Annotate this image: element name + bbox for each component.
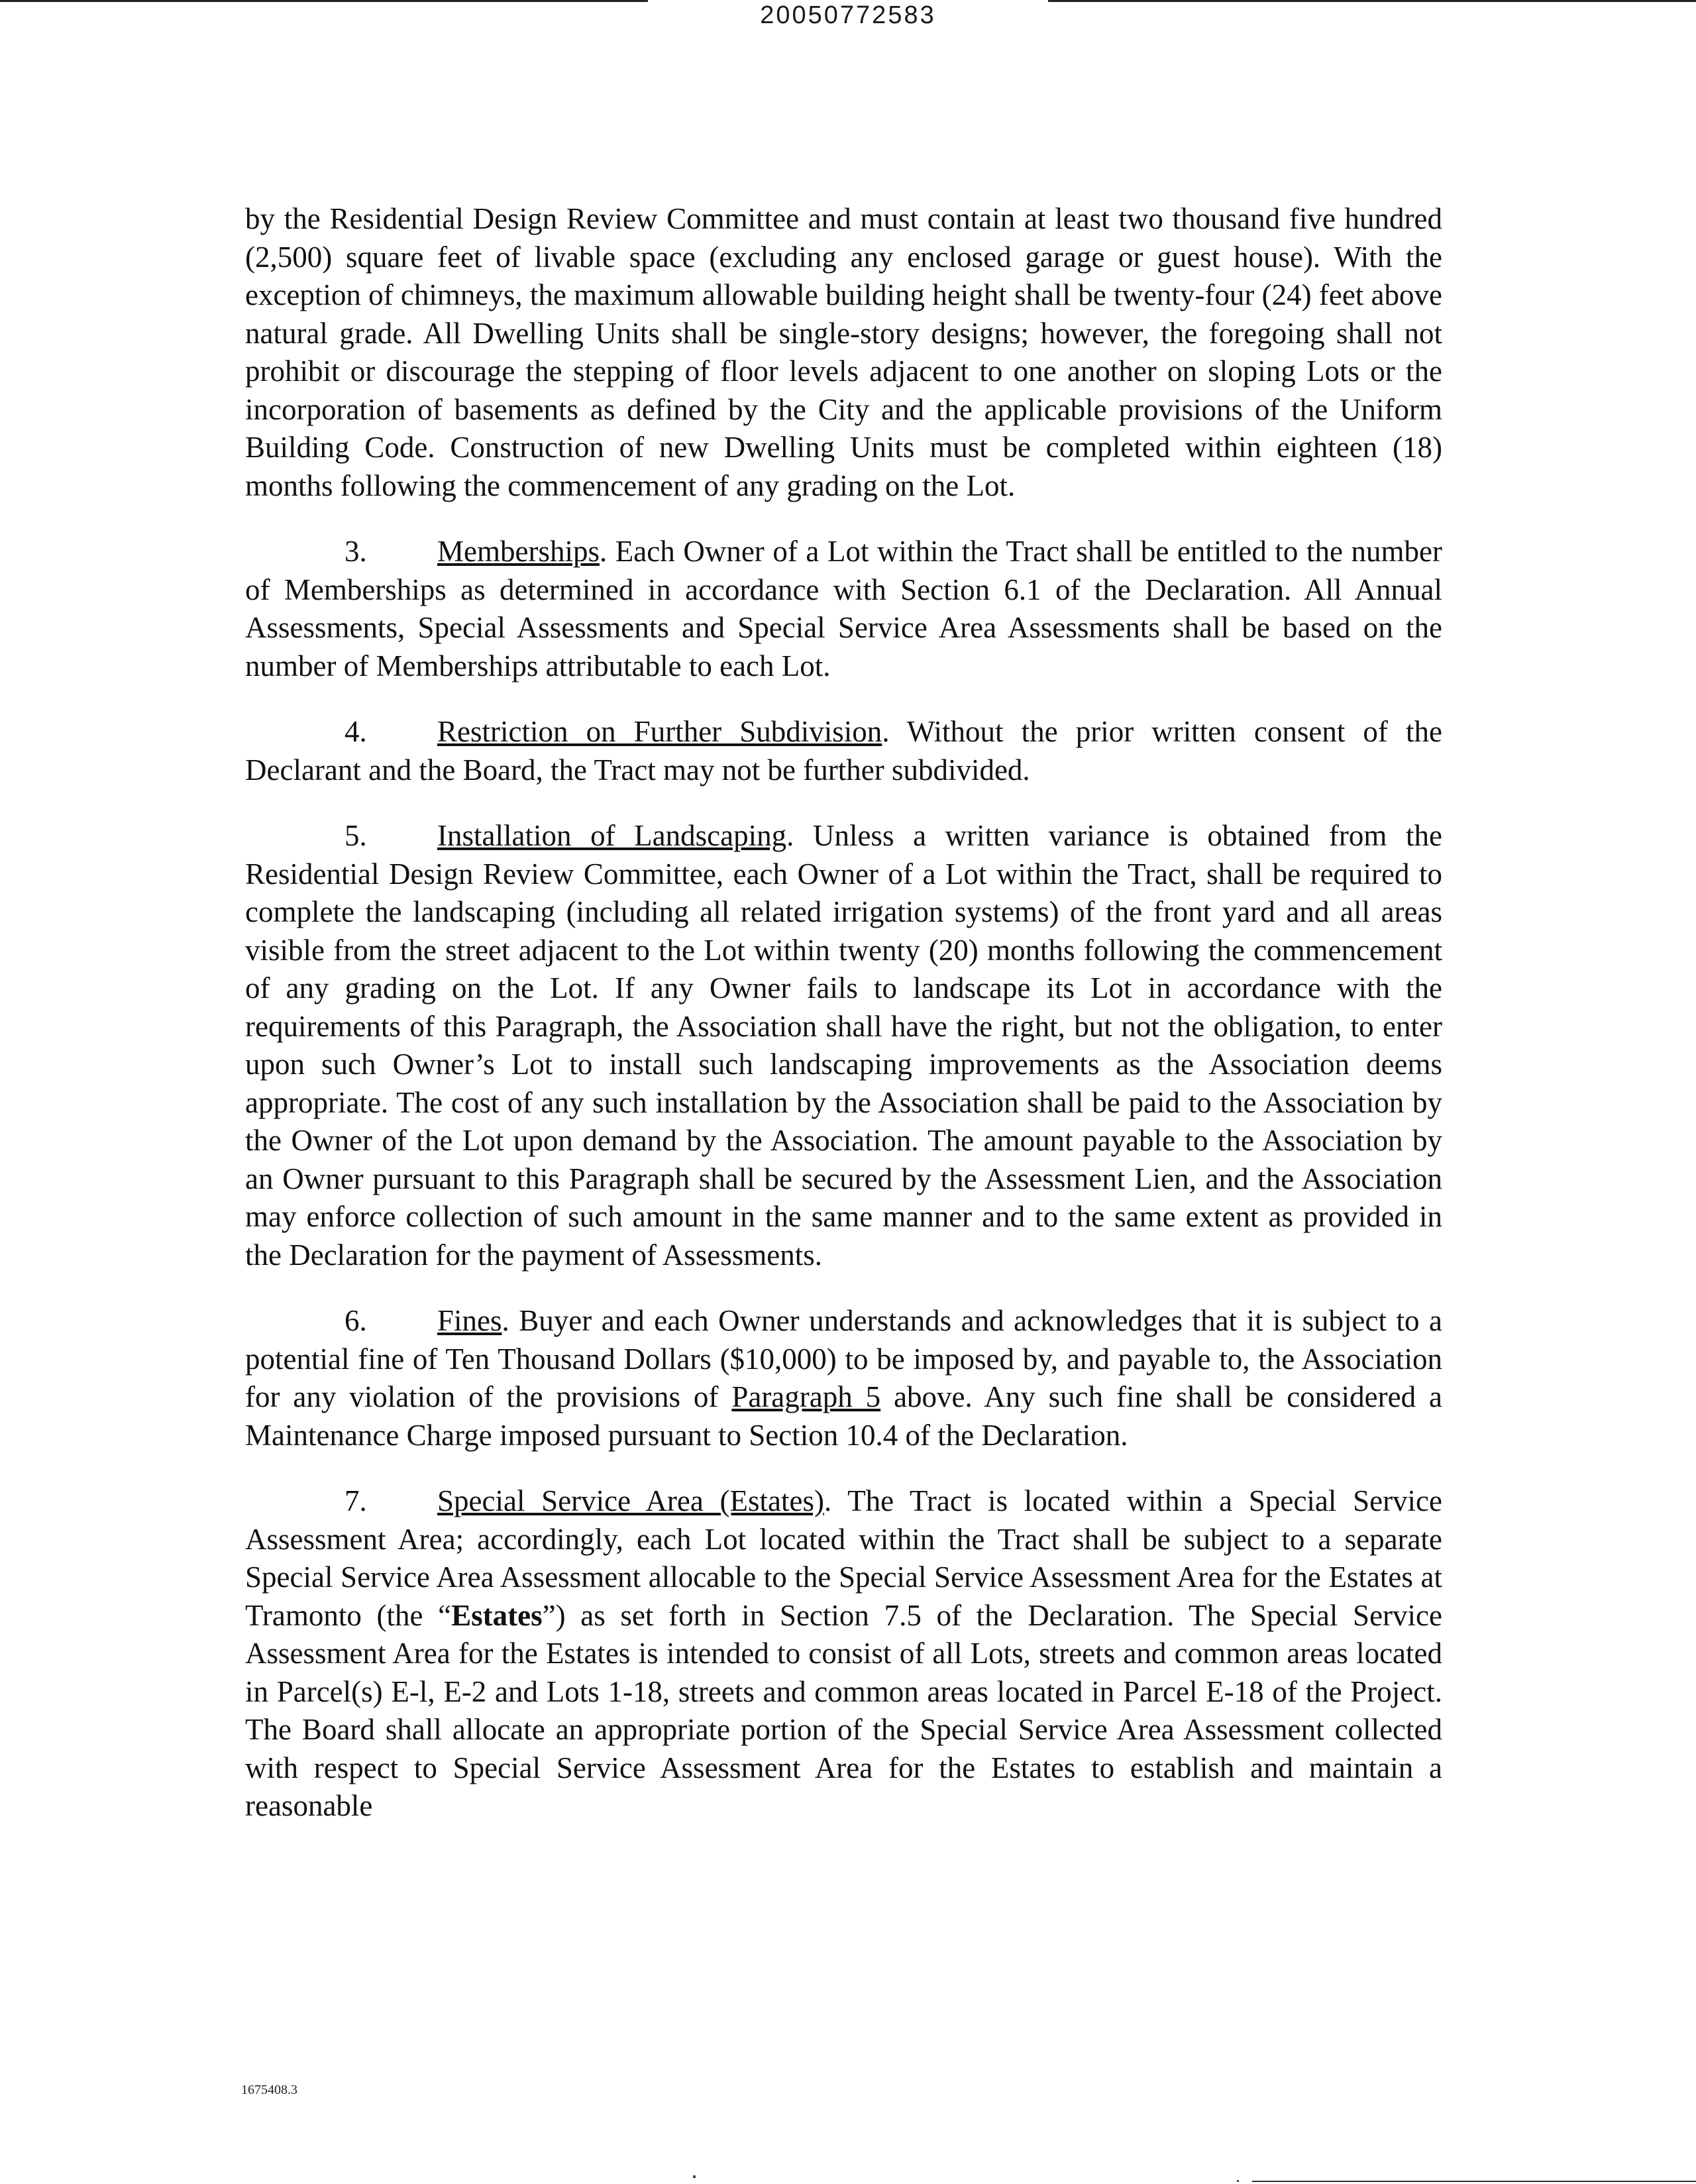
paragraph-text: . Buyer and each Owner understands and acknowledges that it is subject to a potential fine of Ten Thousand Dollars ($10,000) to be imposed by, and payable to, the Association for any violation of the provisions of xyxy=(245,1304,1442,1413)
paragraph-number: 6. xyxy=(344,1304,367,1337)
paragraph-6 xyxy=(245,1302,1442,1454)
paragraph-text: . Unless a written variance is obtained from the Residential Design Review Committee, each Owner of a Lot within the Tract, shall be required to complete the landscaping (including all related irrigation systems) of the front yard and all areas visible from the street adjacent to the Lot within twenty (20) months following the commencement of any grading on the Lot. If any Owner fails to landscape its Lot in accordance with the requirements of this Paragraph, the Association shall have the right, but not the obligation, to enter upon such Owner’s Lot to install such landscaping improvements as the Association deems appropriate. The cost of any such installation by the Association shall be paid to the Association by the Owner of the Lot upon demand by the Association. The amount payable to the Association by an Owner pursuant to this Paragraph shall be secured by the Assessment Lien, and the Association may enforce collection of such amount in the same manner and to the same extent as provided in the Declaration for the payment of Assessments. xyxy=(245,819,1442,1272)
paragraph-heading: Installation of Landscaping xyxy=(437,819,787,852)
paragraph-text: . Without the prior written consent of the Declarant and the Board, the Tract may not be further subdivided. xyxy=(245,715,1442,787)
paragraph-number: 3. xyxy=(344,535,367,568)
paragraph-text: . The Tract is located within a Special Service Assessment Area; accordingly, each Lot located within the Tract shall be subject to a separate Special Service Area Assessment allocable to the Special Service Assessment Area for the Estates at Tramonto (the “ xyxy=(245,1484,1442,1632)
paragraph-heading: Fines xyxy=(437,1304,502,1337)
paragraph-heading: Memberships xyxy=(437,535,600,568)
scan-speck xyxy=(693,2175,696,2178)
paragraph-text: by the Residential Design Review Committee and must contain at least two thousand five hundred (2,500) square feet of livable space (excluding any enclosed garage or guest house). With the exception of chimneys, the maximum allowable building height shall be twenty-four (24) feet above natural grade. All Dwelling Units shall be single-story designs; however, the foregoing shall not prohibit or discourage the stepping of floor levels adjacent to one another on sloping Lots or the incorporation of basements as defined by the City and the applicable provisions of the Uniform Building Code. Construction of new Dwelling Units must be completed within eighteen (18) months following the commencement of any grading on the Lot. xyxy=(245,202,1442,502)
paragraph-number: 5. xyxy=(344,819,367,852)
paragraph-5 xyxy=(245,817,1442,1274)
paragraph-3 xyxy=(245,533,1442,685)
paragraph-number: 7. xyxy=(344,1484,367,1517)
scan-speck xyxy=(1237,2180,1239,2182)
paragraph-4 xyxy=(245,713,1442,789)
paragraph-heading: Restriction on Further Subdivision xyxy=(437,715,882,748)
paragraph-7 xyxy=(245,1482,1442,1826)
paragraph-text: ”) as set forth in Section 7.5 of the Declaration. The Special Service Assessment Area for the Estates is intended to consist of all Lots, streets and common areas located in Parcel(s) E-l, E-2 and Lots 1-18, streets and common areas located in Parcel E-18 of the Project. The Board shall allocate an appropriate portion of the Special Service Area Assessment collected with respect to Special Service Assessment Area for the Estates to establish and maintain a reasonable xyxy=(245,1598,1442,1822)
paragraph-text: above. Any such fine shall be considered a Maintenance Charge imposed pursuant to Section 10.4 of the Declaration. xyxy=(245,1380,1443,1452)
paragraph-continuation xyxy=(245,200,1442,505)
document-body xyxy=(245,200,1442,1853)
top-rule-right xyxy=(1048,0,1696,2)
paragraph-text: . Each Owner of a Lot within the Tract shall be entitled to the number of Memberships as determined in accordance with Section 6.1 of the Declaration. All Annual Assessments, Special Assessments and Special Service Area Assessments shall be based on the number of Memberships attributable to each Lot. xyxy=(245,535,1442,682)
scan-speck xyxy=(1252,2181,1696,2182)
paragraph-reference: Paragraph 5 xyxy=(731,1380,881,1413)
paragraph-heading: Special Service Area (Estates) xyxy=(437,1484,824,1517)
defined-term: Estates xyxy=(451,1598,543,1632)
footer-document-id: 1675408.3 xyxy=(241,2083,297,2097)
document-number: 20050772583 xyxy=(760,1,936,29)
top-rule-left xyxy=(0,0,648,2)
paragraph-number: 4. xyxy=(344,715,367,748)
